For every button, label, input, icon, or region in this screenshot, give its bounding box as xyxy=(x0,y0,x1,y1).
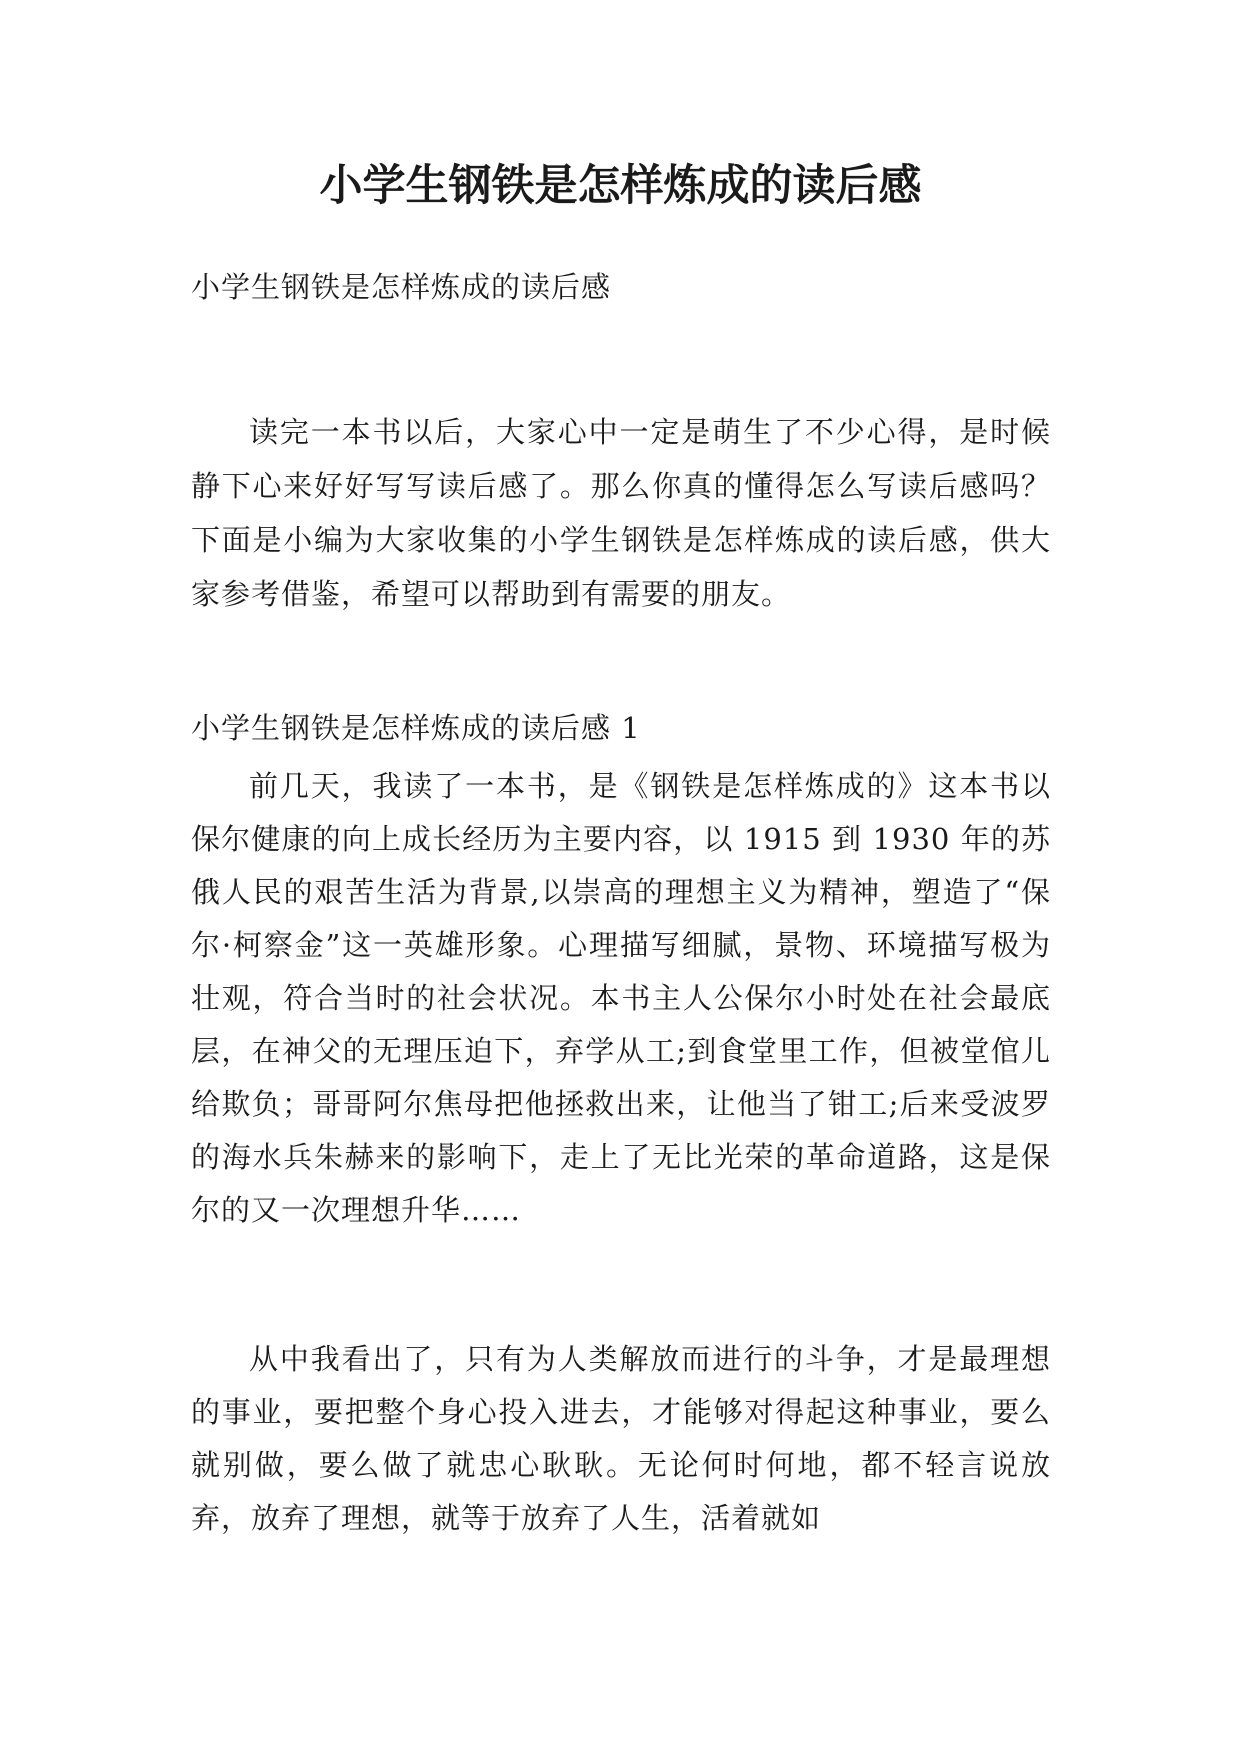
section-heading: 小学生钢铁是怎样炼成的读后感 1 xyxy=(191,711,641,745)
document-title: 小学生钢铁是怎样炼成的读后感 xyxy=(319,161,922,211)
document-subtitle: 小学生钢铁是怎样炼成的读后感 xyxy=(191,270,612,304)
body-paragraph: 从中我看出了，只有为人类解放而进行的斗争，才是最理想的事业，要把整个身心投入进去，才能够对得起这种事业，要么就别做，要么做了就忠心耿耿。无论何时何地，都不轻言说放弃，放弃了理想，就等于放弃了人生，活着就如 xyxy=(191,1342,1051,1535)
intro-paragraph: 读完一本书以后，大家心中一定是萌生了不少心得，是时候静下心来好好写写读后感了。那么你真的懂得怎么写读后感吗？下面是小编为大家收集的小学生钢铁是怎样炼成的读后感，供大家参考借鉴，希望可以帮助到有需要的朋友。 xyxy=(191,415,1051,611)
body-paragraph: 前几天，我读了一本书，是《钢铁是怎样炼成的》这本书以保尔健康的向上成长经历为主要内容，以 1915 到 1930 年的苏俄人民的艰苦生活为背景,以崇高的理想主义为精神，塑造了“保尔·柯察金”这一英雄形象。心理描写细腻，景物、环境描写极为壮观，符合当时的社会状况。本书主人公保尔小时处在社会最底层，在神父的无理压迫下，弃学从工;到食堂里工作，但被堂倌儿给欺负；哥哥阿尔焦母把他拯救出来，让他当了钳工;后来受波罗的海水兵朱赫来的影响下，走上了无比光荣的革命道路，这是保尔的又一次理想升华…… xyxy=(191,769,1051,1227)
